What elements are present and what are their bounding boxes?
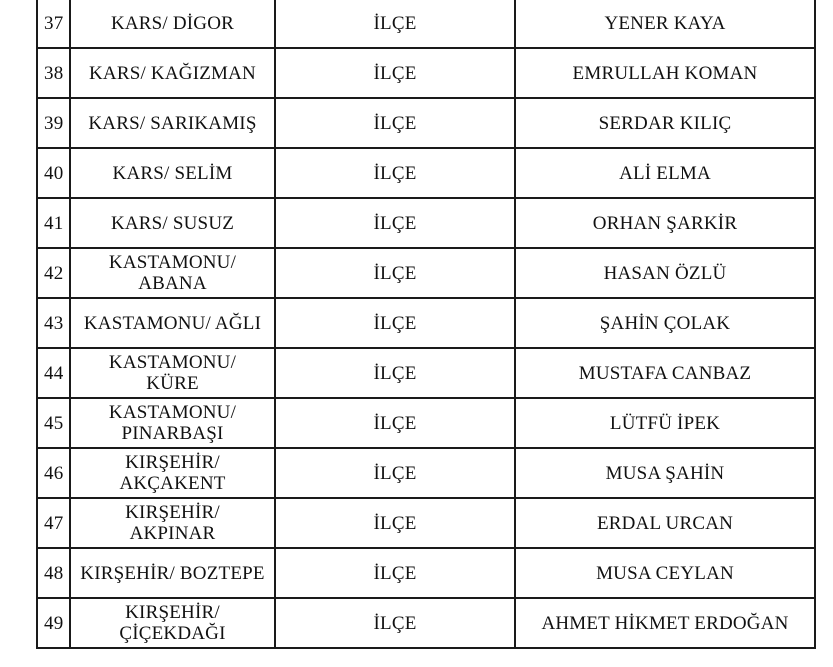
row-number: 39: [37, 98, 70, 148]
row-number: 42: [37, 248, 70, 298]
type-cell: İLÇE: [275, 448, 515, 498]
location-line: PINARBAŞI: [121, 423, 224, 444]
table-row: [37, 398, 815, 448]
location-cell: [70, 48, 275, 98]
person-name-cell: ERDAL URCAN: [515, 498, 815, 548]
table-row: [37, 148, 815, 198]
person-name-cell: MUSTAFA CANBAZ: [515, 348, 815, 398]
person-name-cell: EMRULLAH KOMAN: [515, 48, 815, 98]
table-row: [37, 0, 815, 48]
row-number: 46: [37, 448, 70, 498]
location-cell: [70, 448, 275, 498]
person-name-cell: LÜTFÜ İPEK: [515, 398, 815, 448]
type-cell: İLÇE: [275, 98, 515, 148]
location-line: KIRŞEHİR/: [125, 452, 220, 473]
type-cell: İLÇE: [275, 0, 515, 48]
table-row: [37, 198, 815, 248]
row-number: 49: [37, 598, 70, 648]
location-line: KIRŞEHİR/: [125, 602, 220, 623]
table-row: [37, 548, 815, 598]
location-line: AKÇAKENT: [119, 473, 226, 494]
table-row: [37, 348, 815, 398]
table-row: [37, 48, 815, 98]
location-line: ABANA: [138, 273, 207, 294]
location-line: KARS/ SARIKAMIŞ: [88, 112, 257, 134]
location-cell: [70, 198, 275, 248]
location-line: KARS/ DİGOR: [110, 12, 235, 34]
location-cell: [70, 248, 275, 298]
location-cell: [70, 598, 275, 648]
type-cell: İLÇE: [275, 598, 515, 648]
person-name-cell: ORHAN ŞARKİR: [515, 198, 815, 248]
person-name-cell: ALİ ELMA: [515, 148, 815, 198]
person-name-cell: HASAN ÖZLÜ: [515, 248, 815, 298]
location-line: KÜRE: [146, 373, 199, 394]
location-cell: [70, 148, 275, 198]
table-row: [37, 98, 815, 148]
person-name-cell: ŞAHİN ÇOLAK: [515, 298, 815, 348]
row-number: 40: [37, 148, 70, 198]
location-line: KARS/ KAĞIZMAN: [89, 62, 256, 84]
row-number: 38: [37, 48, 70, 98]
type-cell: İLÇE: [275, 48, 515, 98]
table-row: [37, 298, 815, 348]
location-cell: [70, 548, 275, 598]
row-number: 41: [37, 198, 70, 248]
person-name-cell: SERDAR KILIÇ: [515, 98, 815, 148]
location-line: AKPINAR: [129, 523, 216, 544]
person-name-cell: MUSA CEYLAN: [515, 548, 815, 598]
type-cell: İLÇE: [275, 198, 515, 248]
location-line: KASTAMONU/: [108, 252, 237, 273]
person-name-cell: YENER KAYA: [515, 0, 815, 48]
type-cell: İLÇE: [275, 348, 515, 398]
location-line: KASTAMONU/ AĞLI: [83, 312, 262, 334]
type-cell: İLÇE: [275, 248, 515, 298]
row-number: 47: [37, 498, 70, 548]
location-line: KARS/ SELİM: [112, 162, 233, 184]
table-body: [37, 0, 815, 648]
type-cell: İLÇE: [275, 498, 515, 548]
location-cell: [70, 0, 275, 48]
table-row: [37, 448, 815, 498]
location-line: KASTAMONU/: [108, 352, 237, 373]
type-cell: İLÇE: [275, 148, 515, 198]
type-cell: İLÇE: [275, 548, 515, 598]
table-row: [37, 498, 815, 548]
row-number: 37: [37, 0, 70, 48]
location-cell: [70, 98, 275, 148]
row-number: 45: [37, 398, 70, 448]
location-cell: [70, 298, 275, 348]
row-number: 48: [37, 548, 70, 598]
person-name-cell: AHMET HİKMET ERDOĞAN: [515, 598, 815, 648]
appointments-table: [36, 0, 816, 649]
table-row: [37, 598, 815, 648]
location-cell: [70, 498, 275, 548]
location-cell: [70, 398, 275, 448]
row-number: 44: [37, 348, 70, 398]
location-line: KIRŞEHİR/: [125, 502, 220, 523]
table-row: [37, 248, 815, 298]
type-cell: İLÇE: [275, 398, 515, 448]
location-line: KARS/ SUSUZ: [110, 212, 235, 234]
type-cell: İLÇE: [275, 298, 515, 348]
row-number: 43: [37, 298, 70, 348]
location-line: KASTAMONU/: [108, 402, 237, 423]
location-line: KIRŞEHİR/ BOZTEPE: [80, 562, 265, 584]
location-cell: [70, 348, 275, 398]
location-line: ÇİÇEKDAĞI: [119, 623, 226, 644]
person-name-cell: MUSA ŞAHİN: [515, 448, 815, 498]
